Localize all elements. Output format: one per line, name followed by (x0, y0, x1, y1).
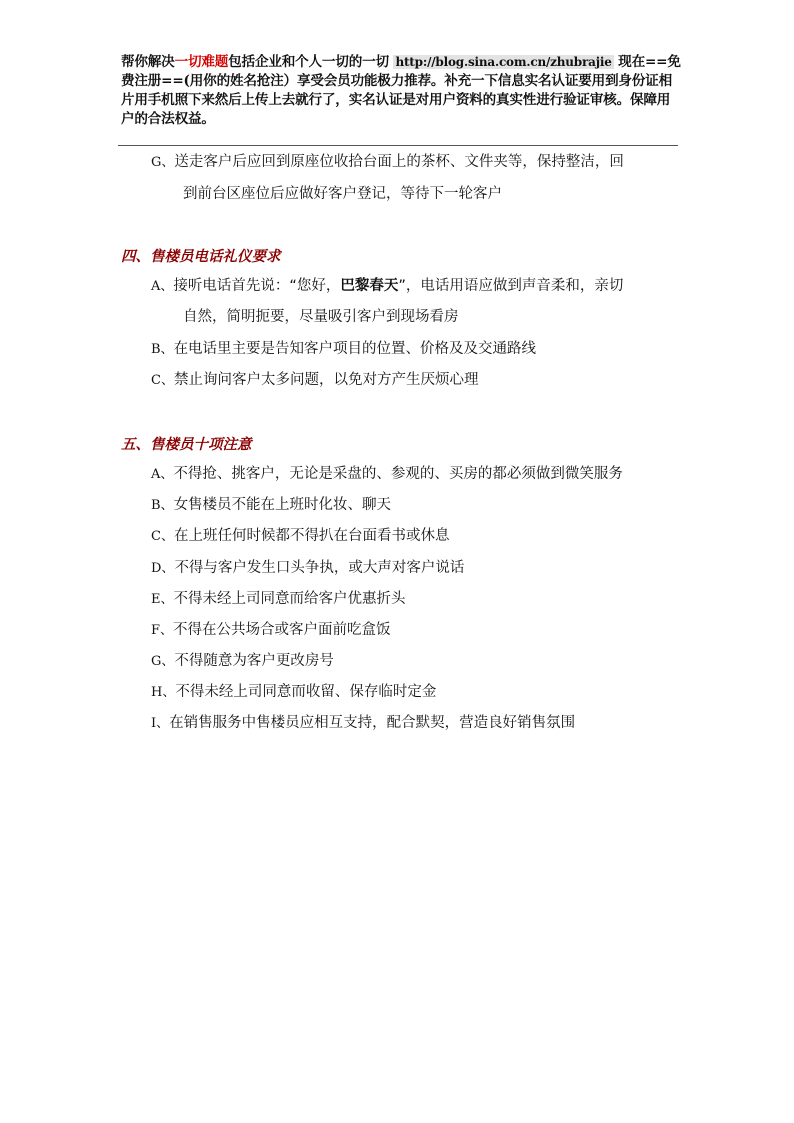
item-text: 女售楼员不能在上班时化妆、聊天 (173, 497, 392, 513)
list-item-4a (151, 276, 623, 297)
header-url-link[interactable]: http://blog.sina.com.cn/zhubrajie (395, 55, 612, 69)
list-item-4a-cont (183, 307, 459, 327)
item-label: A、 (151, 467, 174, 482)
list-item-prev-g-cont (183, 184, 502, 204)
list-item-5b (151, 495, 391, 516)
item-text: 自然，简明扼要，尽量吸引客户到现场看房 (183, 309, 459, 325)
item-text: 不得随意为客户更改房号 (174, 653, 334, 669)
item-text-post: ”，电话用语应做到声音柔和，亲切 (398, 278, 624, 294)
list-item-5h (151, 682, 436, 703)
list-item-4c (151, 370, 478, 391)
item-text: 不得在公共场合或客户面前吃盒饭 (173, 622, 391, 638)
list-item-5a (151, 464, 623, 485)
header-text-3: 现在==免费注册==(用你的姓名抢注）享受会员功能极力推荐。补充一下信息实名认证要用到身份证相片用手机照下来然后上传上去就行了，实名认证是对用户资料的真实性进行验证审核。保障用户的合法权益。 (121, 54, 681, 127)
item-label: B、 (151, 342, 174, 357)
item-text: 到前台区座位后应做好客户登记，等待下一轮客户 (183, 186, 502, 202)
header-divider (118, 145, 678, 146)
item-text: 在销售服务中售楼员应相互支持，配合默契，营造良好销售氛围 (169, 715, 576, 731)
item-label: G、 (151, 654, 175, 669)
item-label: E、 (151, 592, 174, 607)
item-label: A、 (151, 279, 174, 294)
list-item-5d (151, 558, 464, 579)
item-text: 送走客户后应回到原座位收拾台面上的茶杯、文件夹等，保持整洁，回 (174, 154, 624, 170)
list-item-5e (151, 589, 406, 610)
item-label: F、 (151, 623, 174, 638)
item-text: 禁止询问客户太多问题，以免对方产生厌烦心理 (173, 372, 479, 388)
item-text: 不得未经上司同意而收留、保存临时定金 (175, 684, 437, 700)
list-item-5g (151, 651, 334, 672)
item-text-pre: 接听电话首先说：“您好， (173, 278, 341, 294)
header-text-1: 帮你解决 (121, 54, 175, 70)
item-label: I、 (151, 716, 170, 731)
section-4-heading: 四、售楼员电话礼仪要求 (121, 248, 281, 265)
section-5-heading: 五、售楼员十项注意 (121, 436, 252, 453)
list-item-4b (151, 339, 536, 360)
item-text: 在上班任何时候都不得扒在台面看书或休息 (173, 528, 450, 544)
header-highlight: 一切难题 (174, 54, 229, 70)
item-text: 不得与客户发生口头争执，或大声对客户说话 (174, 560, 465, 576)
item-label: G、 (151, 155, 175, 170)
item-label: C、 (151, 529, 174, 544)
item-label: H、 (151, 685, 176, 700)
list-item-5f (151, 620, 391, 641)
item-text: 不得未经上司同意而给客户优惠折头 (173, 591, 406, 607)
item-text: 不得抢、挑客户，无论是采盘的、参观的、买房的都必须做到微笑服务 (173, 466, 623, 482)
header-banner (121, 53, 681, 129)
item-label: C、 (151, 373, 174, 388)
item-text: 在电话里主要是告知客户项目的位置、价格及及交通路线 (173, 341, 537, 357)
item-label: D、 (151, 561, 175, 576)
header-text-2: 包括企业和个人一切的一切 (228, 54, 389, 70)
list-item-5i (151, 713, 575, 734)
item-text-bold: 巴黎春天 (340, 278, 399, 294)
list-item-prev-g (151, 152, 624, 173)
item-label: B、 (151, 498, 174, 513)
list-item-5c (151, 526, 449, 547)
